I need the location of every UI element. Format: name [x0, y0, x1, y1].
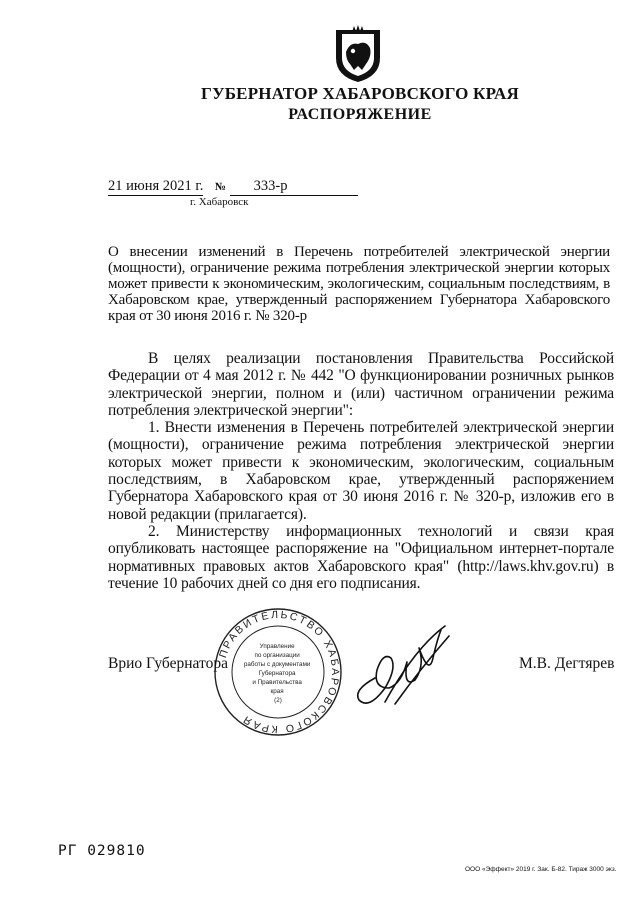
seal-inner-line: Управление: [259, 643, 295, 650]
document-body: [108, 350, 614, 592]
signatory-name: М.В. Дегтярев: [519, 655, 615, 672]
seal-outer-text: ПРАВИТЕЛЬСТВО ХАБАРОВСКОГО КРАЯ: [216, 608, 342, 736]
seal-inner-line: края: [270, 688, 284, 695]
handwritten-signature: [345, 618, 453, 716]
svg-text:Управление по организации: [244, 643, 312, 704]
seal-inner-line: по организации: [254, 652, 300, 659]
item-2-paragraph: 2. Министерству информационных технологий и связи края опубликовать настоящее распоряжение на "Официальном интернет-портале нормативных правовых актов Хабаровского края" (http://laws.khv.gov.ru) в течение 10 рабочих дней со дня его подписания.: [108, 522, 614, 592]
seal-inner-line: Губернатора: [258, 670, 296, 677]
seal-inner-line: и Правительства: [252, 679, 302, 686]
issuer-title: ГУБЕРНАТОР ХАБАРОВСКОГО КРАЯ: [201, 84, 519, 103]
seal-inner-line: работы с документами: [243, 661, 311, 668]
issue-city: г. Хабаровск: [190, 196, 249, 208]
number-label: №: [214, 181, 227, 193]
official-seal: [212, 606, 344, 738]
document-date: 21 июня 2021 г.: [108, 178, 204, 194]
document-type: РАСПОРЯЖЕНИЕ: [288, 106, 432, 123]
date-number-line: [108, 178, 358, 196]
document-subject: О внесении изменений в Перечень потребителей электрической энергии (мощности), ограничение режима потребления электрической энергии которых может привести к экономическим, экологическим, социальным последствиям, в Хабаровском крае, утвержденный распоряжением Губернатора Хабаровского края от 30 июня 2016 г. № 320-р: [108, 244, 610, 324]
preamble-paragraph: В целях реализации постановления Правительства Российской Федерации от 4 мая 2012 г. № 442 "О функционировании розничных рынков электрической энергии, полном и (или) частичном ограничении режима потребления электрической энергии":: [108, 350, 614, 419]
printer-imprint: ООО «Эффект» 2019 г. Зак. Б-82. Тираж 3000 экз.: [465, 866, 617, 873]
signatory-role: Врио Губернатора: [108, 655, 228, 672]
item-1-paragraph: 1. Внести изменения в Перечень потребителей электрической энергии (мощности), ограничение режима потребления электрической энергии которых может привести к экономическим, экологическим, социальным последствиям, в Хабаровском крае, утвержденный распоряжением Губернатора Хабаровского края от 30 июня 2016 г. № 320-р, изложив его в новой редакции (прилагается).: [108, 419, 614, 523]
seal-inner-line: (2): [274, 697, 282, 704]
form-serial-number: РГ 029810: [58, 843, 146, 859]
document-number: 333-р: [230, 178, 358, 196]
coat-of-arms-icon: [332, 24, 384, 84]
